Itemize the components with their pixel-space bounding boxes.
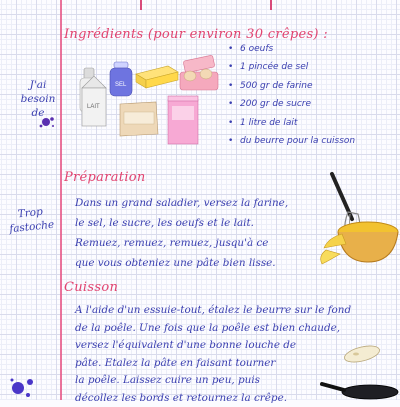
side-note-easy [5,203,58,236]
cuisson-line: pâte. Etalez la pâte en faisant tourner [75,355,355,373]
list-item-text: 6 oeufs [240,44,273,54]
bowl-whisk-illustration [312,164,400,274]
cuisson-title: Cuisson [64,280,118,295]
side-note-easy-line1: Trop [5,203,56,222]
side-note-need-line1: J'ai [16,78,60,92]
list-item [228,95,355,113]
preparation-title: Préparation [64,170,146,185]
preparation-line: le sel, le sucre, les oeufs et le lait. [75,213,315,233]
flour-bag-icon [120,102,158,136]
list-item-text: 200 gr de sucre [240,99,311,109]
cuisson-line: la poêle. Laissez cuire un peu, puis [75,372,355,390]
top-mark-right [270,0,272,10]
cuisson-line: A l'aide d'un essuie-tout, étalez le beurre sur le fond [75,302,355,320]
bullet: • [228,40,233,58]
top-mark-left [140,0,142,10]
list-item-text: 1 pincée de sel [240,62,308,72]
flipping-crepe-icon [343,343,381,365]
side-note-need-line2: besoin de [16,92,60,120]
ink-blot-bottom-icon [8,372,40,400]
list-item-text: 500 gr de farine [240,81,313,91]
pan-illustration [318,336,400,400]
butter-icon [136,66,178,88]
cuisson-line: de la poêle. Une fois que la poêle est bien chaude, [75,320,355,338]
list-item [228,40,355,58]
bowl-icon [321,222,398,264]
ingredients-list [228,40,355,150]
cuisson-line: versez l'équivalent d'une bonne louche de [75,337,355,355]
bullet: • [228,132,233,150]
list-item [228,77,355,95]
ingredients-illustration [64,48,224,158]
cuisson-line: décollez les bords et retournez la crêpe. [75,390,355,407]
list-item [228,114,355,132]
sugar-box-icon [168,96,198,144]
preparation-line: Dans un grand saladier, versez la farine, [75,193,315,213]
milk-label: LAIT [87,104,100,110]
side-note-easy-line2: fastoche [6,217,57,236]
preparation-line: que vous obteniez une pâte bien lisse. [75,253,315,273]
bullet: • [228,95,233,113]
bullet: • [228,114,233,132]
ink-blot-icon [36,112,60,132]
salt-label: SEL [115,82,127,88]
list-item-text: du beurre pour la cuisson [240,136,355,146]
cuisson-text [75,302,355,407]
ingredients-title: Ingrédients (pour environ 30 crêpes) : [64,27,328,42]
list-item [228,58,355,76]
preparation-text [75,193,315,273]
list-item [228,132,355,150]
margin-line [60,0,62,400]
list-item-text: 1 litre de lait [240,118,297,128]
bullet: • [228,58,233,76]
preparation-line: Remuez, remuez, remuez, jusqu'à ce [75,233,315,253]
salt-shaker-icon [110,62,132,96]
eggs-carton-icon [180,55,218,90]
bullet: • [228,77,233,95]
frying-pan-icon [322,384,398,399]
